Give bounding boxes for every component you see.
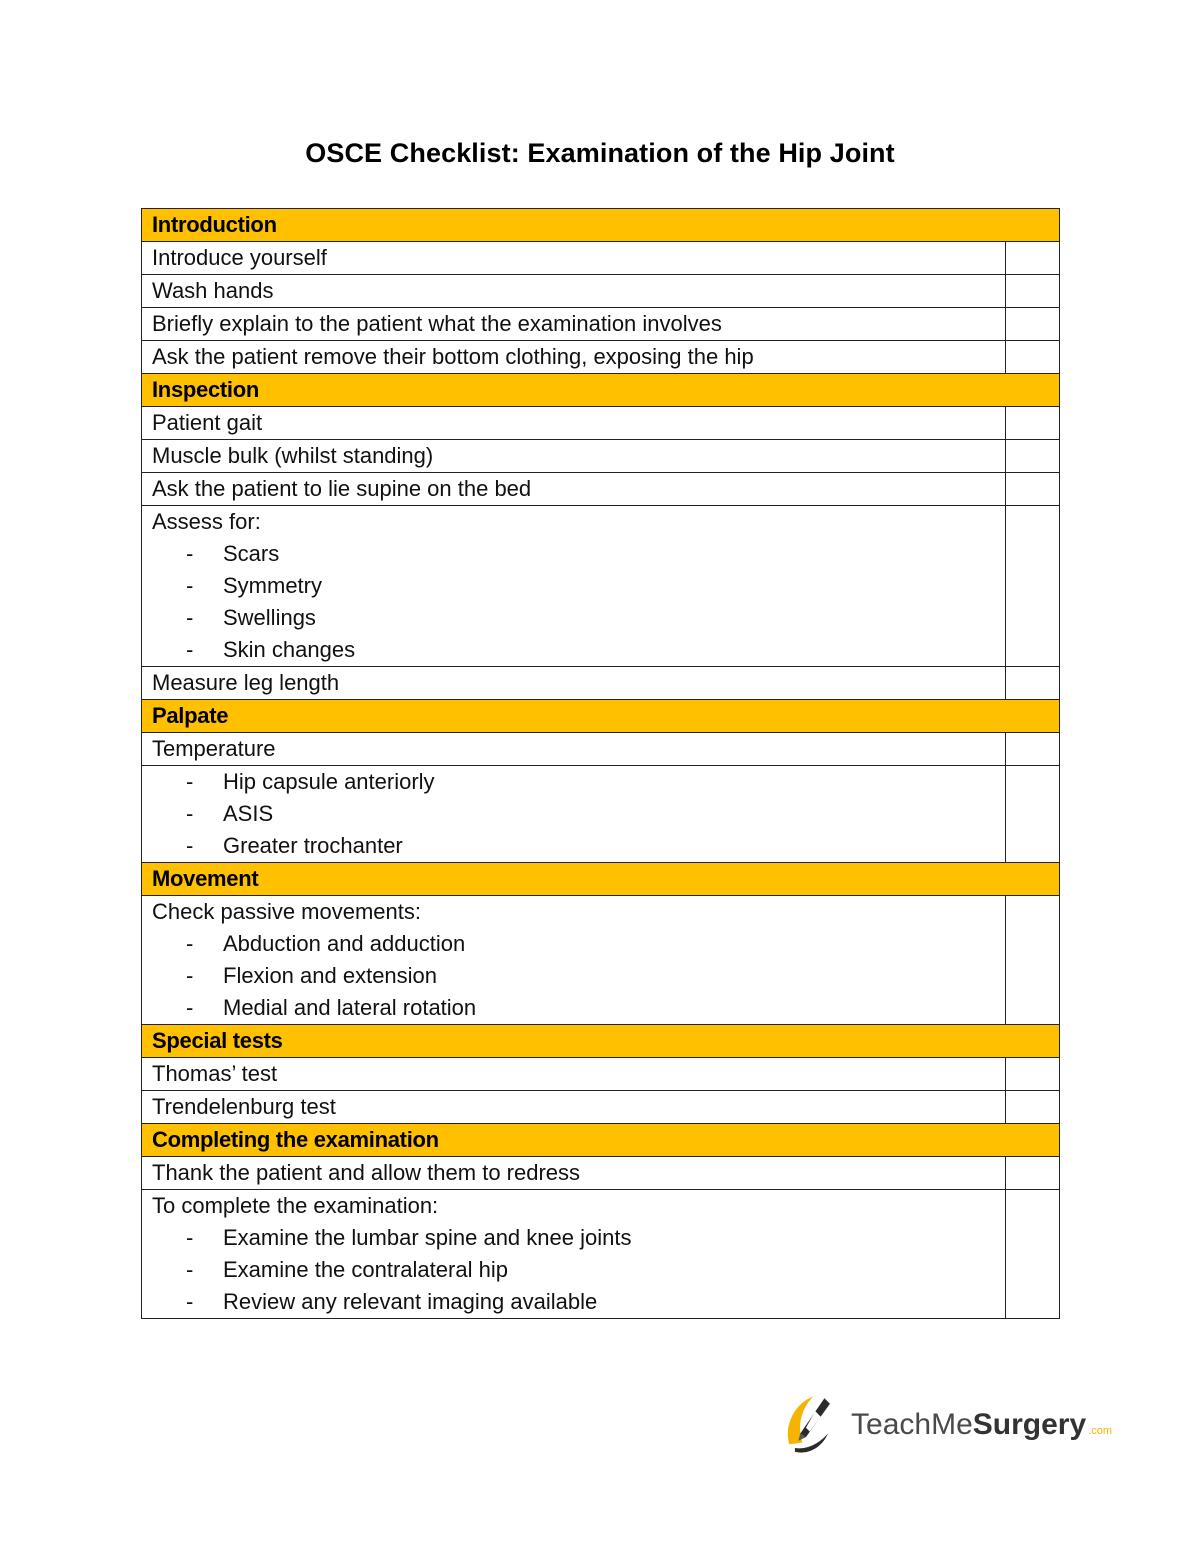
sub-item-list: [152, 1222, 1005, 1318]
checklist-row: [142, 275, 1060, 308]
checklist-item-label: Briefly explain to the patient what the examination involves: [152, 311, 722, 336]
checklist-item: [142, 473, 1006, 506]
checkbox-cell[interactable]: [1006, 473, 1060, 506]
sub-item-label: Examine the contralateral hip: [223, 1257, 508, 1282]
brand-suffix: .com: [1088, 1425, 1112, 1437]
bullet-dash: -: [186, 769, 194, 794]
checkbox-cell[interactable]: [1006, 275, 1060, 308]
brand-wordmark: [851, 1408, 1112, 1442]
sub-item-label: Symmetry: [223, 573, 322, 598]
sub-item: [152, 1222, 1005, 1254]
sub-item-label: Skin changes: [223, 637, 356, 662]
checklist-item: [142, 275, 1006, 308]
sub-item: [152, 1286, 1005, 1318]
checklist-row: [142, 440, 1060, 473]
checklist-row: [142, 733, 1060, 766]
sub-item-label: Scars: [223, 541, 280, 566]
checkbox-cell[interactable]: [1006, 1091, 1060, 1124]
sub-item: [152, 602, 1005, 634]
section-header: [142, 1025, 1060, 1058]
section-heading: Inspection: [142, 374, 1060, 407]
bullet-dash: -: [186, 637, 194, 662]
sub-item-label: Flexion and extension: [223, 963, 438, 988]
sub-item: [152, 960, 1005, 992]
bullet-dash: -: [186, 1289, 194, 1314]
sub-item: [152, 538, 1005, 570]
sub-item: [152, 1254, 1005, 1286]
checkbox-cell[interactable]: [1006, 896, 1060, 1025]
checkbox-cell[interactable]: [1006, 1190, 1060, 1319]
checklist-row: [142, 242, 1060, 275]
checklist-item: [142, 1091, 1006, 1124]
checklist-item: [142, 766, 1006, 863]
checklist-row: [142, 766, 1060, 863]
checkbox-cell[interactable]: [1006, 242, 1060, 275]
sub-item-label: Medial and lateral rotation: [223, 995, 477, 1020]
bullet-dash: -: [186, 1257, 194, 1282]
section-heading: Special tests: [142, 1025, 1060, 1058]
checkbox-cell[interactable]: [1006, 440, 1060, 473]
checklist-row: [142, 667, 1060, 700]
brand-part-1: TeachMe: [851, 1408, 973, 1441]
checklist-item-label: Ask the patient to lie supine on the bed: [152, 476, 532, 501]
section-header: [142, 209, 1060, 242]
checklist-item: [142, 407, 1006, 440]
checklist-item: [142, 308, 1006, 341]
bullet-dash: -: [186, 833, 194, 858]
bullet-dash: -: [186, 931, 194, 956]
checklist-row: [142, 308, 1060, 341]
checkbox-cell[interactable]: [1006, 341, 1060, 374]
bullet-dash: -: [186, 605, 194, 630]
checklist-item-label: Measure leg length: [152, 670, 340, 695]
section-heading: Palpate: [142, 700, 1060, 733]
checkbox-cell[interactable]: [1006, 766, 1060, 863]
bullet-dash: -: [186, 541, 194, 566]
checklist-row: [142, 473, 1060, 506]
sub-item-label: Examine the lumbar spine and knee joints: [223, 1225, 632, 1250]
checklist-item: [142, 506, 1006, 667]
sub-item: [152, 570, 1005, 602]
section-heading: Introduction: [142, 209, 1060, 242]
checklist-item: [142, 896, 1006, 1025]
bullet-dash: -: [186, 1225, 194, 1250]
checklist-row: [142, 896, 1060, 1025]
section-header: [142, 374, 1060, 407]
checkbox-cell[interactable]: [1006, 506, 1060, 667]
section-header: [142, 863, 1060, 896]
section-header: [142, 700, 1060, 733]
checklist-row: [142, 341, 1060, 374]
checklist-row: [142, 407, 1060, 440]
checklist-item: [142, 1058, 1006, 1091]
checklist-item-label: Thank the patient and allow them to redress: [152, 1160, 581, 1185]
osce-checklist-table: [141, 208, 1060, 1319]
sub-item-list: [152, 928, 1005, 1024]
sub-item: [152, 766, 1005, 798]
sub-item-label: Review any relevant imaging available: [223, 1289, 598, 1314]
checklist-row: [142, 1091, 1060, 1124]
checkbox-cell[interactable]: [1006, 1058, 1060, 1091]
checklist-item-label: Introduce yourself: [152, 245, 327, 270]
checkbox-cell[interactable]: [1006, 407, 1060, 440]
bullet-dash: -: [186, 801, 194, 826]
checklist-item: [142, 1190, 1006, 1319]
section-heading: Movement: [142, 863, 1060, 896]
brand-part-2: Surgery: [972, 1408, 1087, 1441]
checklist-item: [142, 242, 1006, 275]
bullet-dash: -: [186, 963, 194, 988]
sub-item: [152, 634, 1005, 666]
sub-item: [152, 798, 1005, 830]
checklist-item-label: To complete the examination:: [152, 1193, 439, 1218]
checklist-item: [142, 440, 1006, 473]
sub-item-label: ASIS: [223, 801, 274, 826]
sub-item-list: [152, 538, 1005, 666]
teachmesurgery-logo: [782, 1388, 1112, 1462]
checklist-row: [142, 1157, 1060, 1190]
sub-item: [152, 992, 1005, 1024]
checklist-item-label: Patient gait: [152, 410, 263, 435]
checklist-item: [142, 1157, 1006, 1190]
checklist-item-label: Check passive movements:: [152, 899, 421, 924]
checklist-row: [142, 1058, 1060, 1091]
sub-item-label: Swellings: [223, 605, 316, 630]
sub-item-list: [152, 766, 1005, 862]
scalpel-pen-logo-icon: [782, 1388, 841, 1462]
sub-item: [152, 928, 1005, 960]
checklist-row: [142, 506, 1060, 667]
sub-item: [152, 830, 1005, 862]
checklist-item-label: Assess for:: [152, 509, 261, 534]
sub-item-label: Hip capsule anteriorly: [223, 769, 435, 794]
bullet-dash: -: [186, 995, 194, 1020]
checklist-item-label: Wash hands: [152, 278, 274, 303]
checkbox-cell[interactable]: [1006, 733, 1060, 766]
checklist-item: [142, 667, 1006, 700]
checklist-row: [142, 1190, 1060, 1319]
checkbox-cell[interactable]: [1006, 667, 1060, 700]
checklist-item-label: Temperature: [152, 736, 276, 761]
sub-item-label: Greater trochanter: [223, 833, 403, 858]
checklist-item-label: Muscle bulk (whilst standing): [152, 443, 434, 468]
checkbox-cell[interactable]: [1006, 1157, 1060, 1190]
sub-item-label: Abduction and adduction: [223, 931, 466, 956]
section-heading: Completing the examination: [142, 1124, 1060, 1157]
section-header: [142, 1124, 1060, 1157]
checklist-item-label: Ask the patient remove their bottom clothing, exposing the hip: [152, 344, 754, 369]
checklist-item: [142, 341, 1006, 374]
checklist-item-label: Thomas’ test: [152, 1061, 278, 1086]
bullet-dash: -: [186, 573, 194, 598]
checkbox-cell[interactable]: [1006, 308, 1060, 341]
page-title: OSCE Checklist: Examination of the Hip Joint: [305, 138, 895, 168]
checklist-item: [142, 733, 1006, 766]
checklist-item-label: Trendelenburg test: [152, 1094, 336, 1119]
